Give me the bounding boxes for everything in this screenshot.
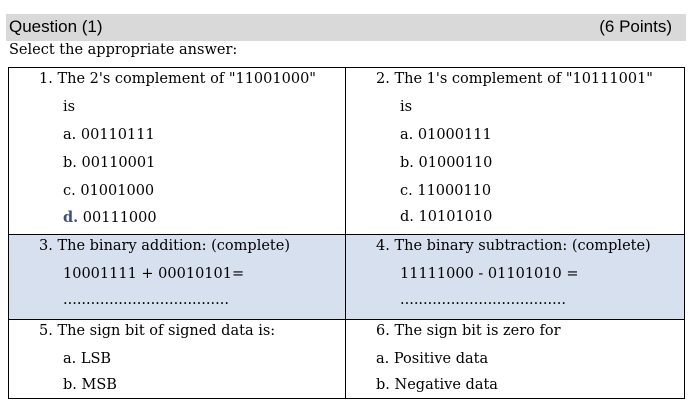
q1-option-b[interactable]	[63, 155, 155, 171]
q4-expression: 11111000 - 01101010 =	[400, 266, 579, 282]
q5-text: 5. The sign bit of signed data is:	[39, 323, 276, 339]
question-5-cell	[9, 320, 346, 399]
option-letter: a.	[400, 127, 414, 143]
question-6-cell	[346, 320, 685, 399]
q5-option-b[interactable]	[63, 377, 117, 393]
question-1-cell	[9, 68, 346, 235]
q4-answer-blank[interactable]: ....................................	[400, 292, 566, 308]
option-value: MSB	[81, 377, 117, 393]
option-value: 10101010	[418, 209, 493, 225]
q3-answer-blank[interactable]: ....................................	[63, 292, 229, 308]
q5-option-a[interactable]	[63, 351, 111, 367]
instruction-text: Select the appropriate answer:	[9, 42, 238, 58]
q1-text-cont: is	[63, 99, 76, 115]
option-value: 01001000	[80, 183, 155, 199]
option-letter-selected: d.	[63, 209, 79, 226]
q6-option-b[interactable]	[376, 377, 498, 393]
q2-option-c[interactable]	[400, 183, 491, 199]
q6-text: 6. The sign bit is zero for	[376, 323, 561, 339]
question-header	[6, 14, 686, 41]
q2-option-b[interactable]	[400, 155, 492, 171]
table-row	[9, 320, 685, 399]
table-row	[9, 235, 685, 320]
q1-option-d[interactable]	[63, 209, 157, 226]
q2-option-d[interactable]	[400, 209, 492, 225]
option-letter: b.	[63, 155, 77, 171]
option-value: Positive data	[393, 351, 489, 367]
question-points: (6 Points)	[599, 17, 672, 36]
q3-text: 3. The binary addition: (complete)	[39, 238, 290, 254]
option-value: 00110111	[80, 127, 155, 143]
q3-expression: 10001111 + 00010101=	[63, 266, 245, 282]
q4-text: 4. The binary subtraction: (complete)	[376, 238, 651, 254]
option-value: 11000110	[417, 183, 492, 199]
table-row	[9, 68, 685, 235]
q2-option-a[interactable]	[400, 127, 492, 143]
option-value: LSB	[80, 351, 112, 367]
option-letter: b.	[63, 377, 77, 393]
option-letter: b.	[400, 155, 414, 171]
option-letter: a.	[376, 351, 390, 367]
option-letter: c.	[63, 183, 76, 199]
q6-option-a[interactable]	[376, 351, 488, 367]
option-value: 01000110	[418, 155, 493, 171]
option-value: 00110001	[81, 155, 156, 171]
q1-text: 1. The 2's complement of "11001000"	[39, 71, 316, 87]
option-value: 01000111	[417, 127, 492, 143]
question-3-cell	[9, 235, 346, 320]
q1-option-a[interactable]	[63, 127, 155, 143]
question-2-cell	[346, 68, 685, 235]
option-letter: b.	[376, 377, 390, 393]
option-value: 00111000	[82, 210, 157, 226]
option-letter: d.	[400, 209, 414, 225]
question-title: Question (1)	[9, 17, 103, 36]
question-4-cell	[346, 235, 685, 320]
option-value: Negative data	[394, 377, 498, 393]
option-letter: a.	[63, 351, 77, 367]
option-letter: a.	[63, 127, 77, 143]
option-letter: c.	[400, 183, 413, 199]
questions-table	[8, 67, 685, 399]
q1-option-c[interactable]	[63, 183, 154, 199]
q2-text-cont: is	[400, 99, 413, 115]
q2-text: 2. The 1's complement of "10111001"	[376, 71, 653, 87]
